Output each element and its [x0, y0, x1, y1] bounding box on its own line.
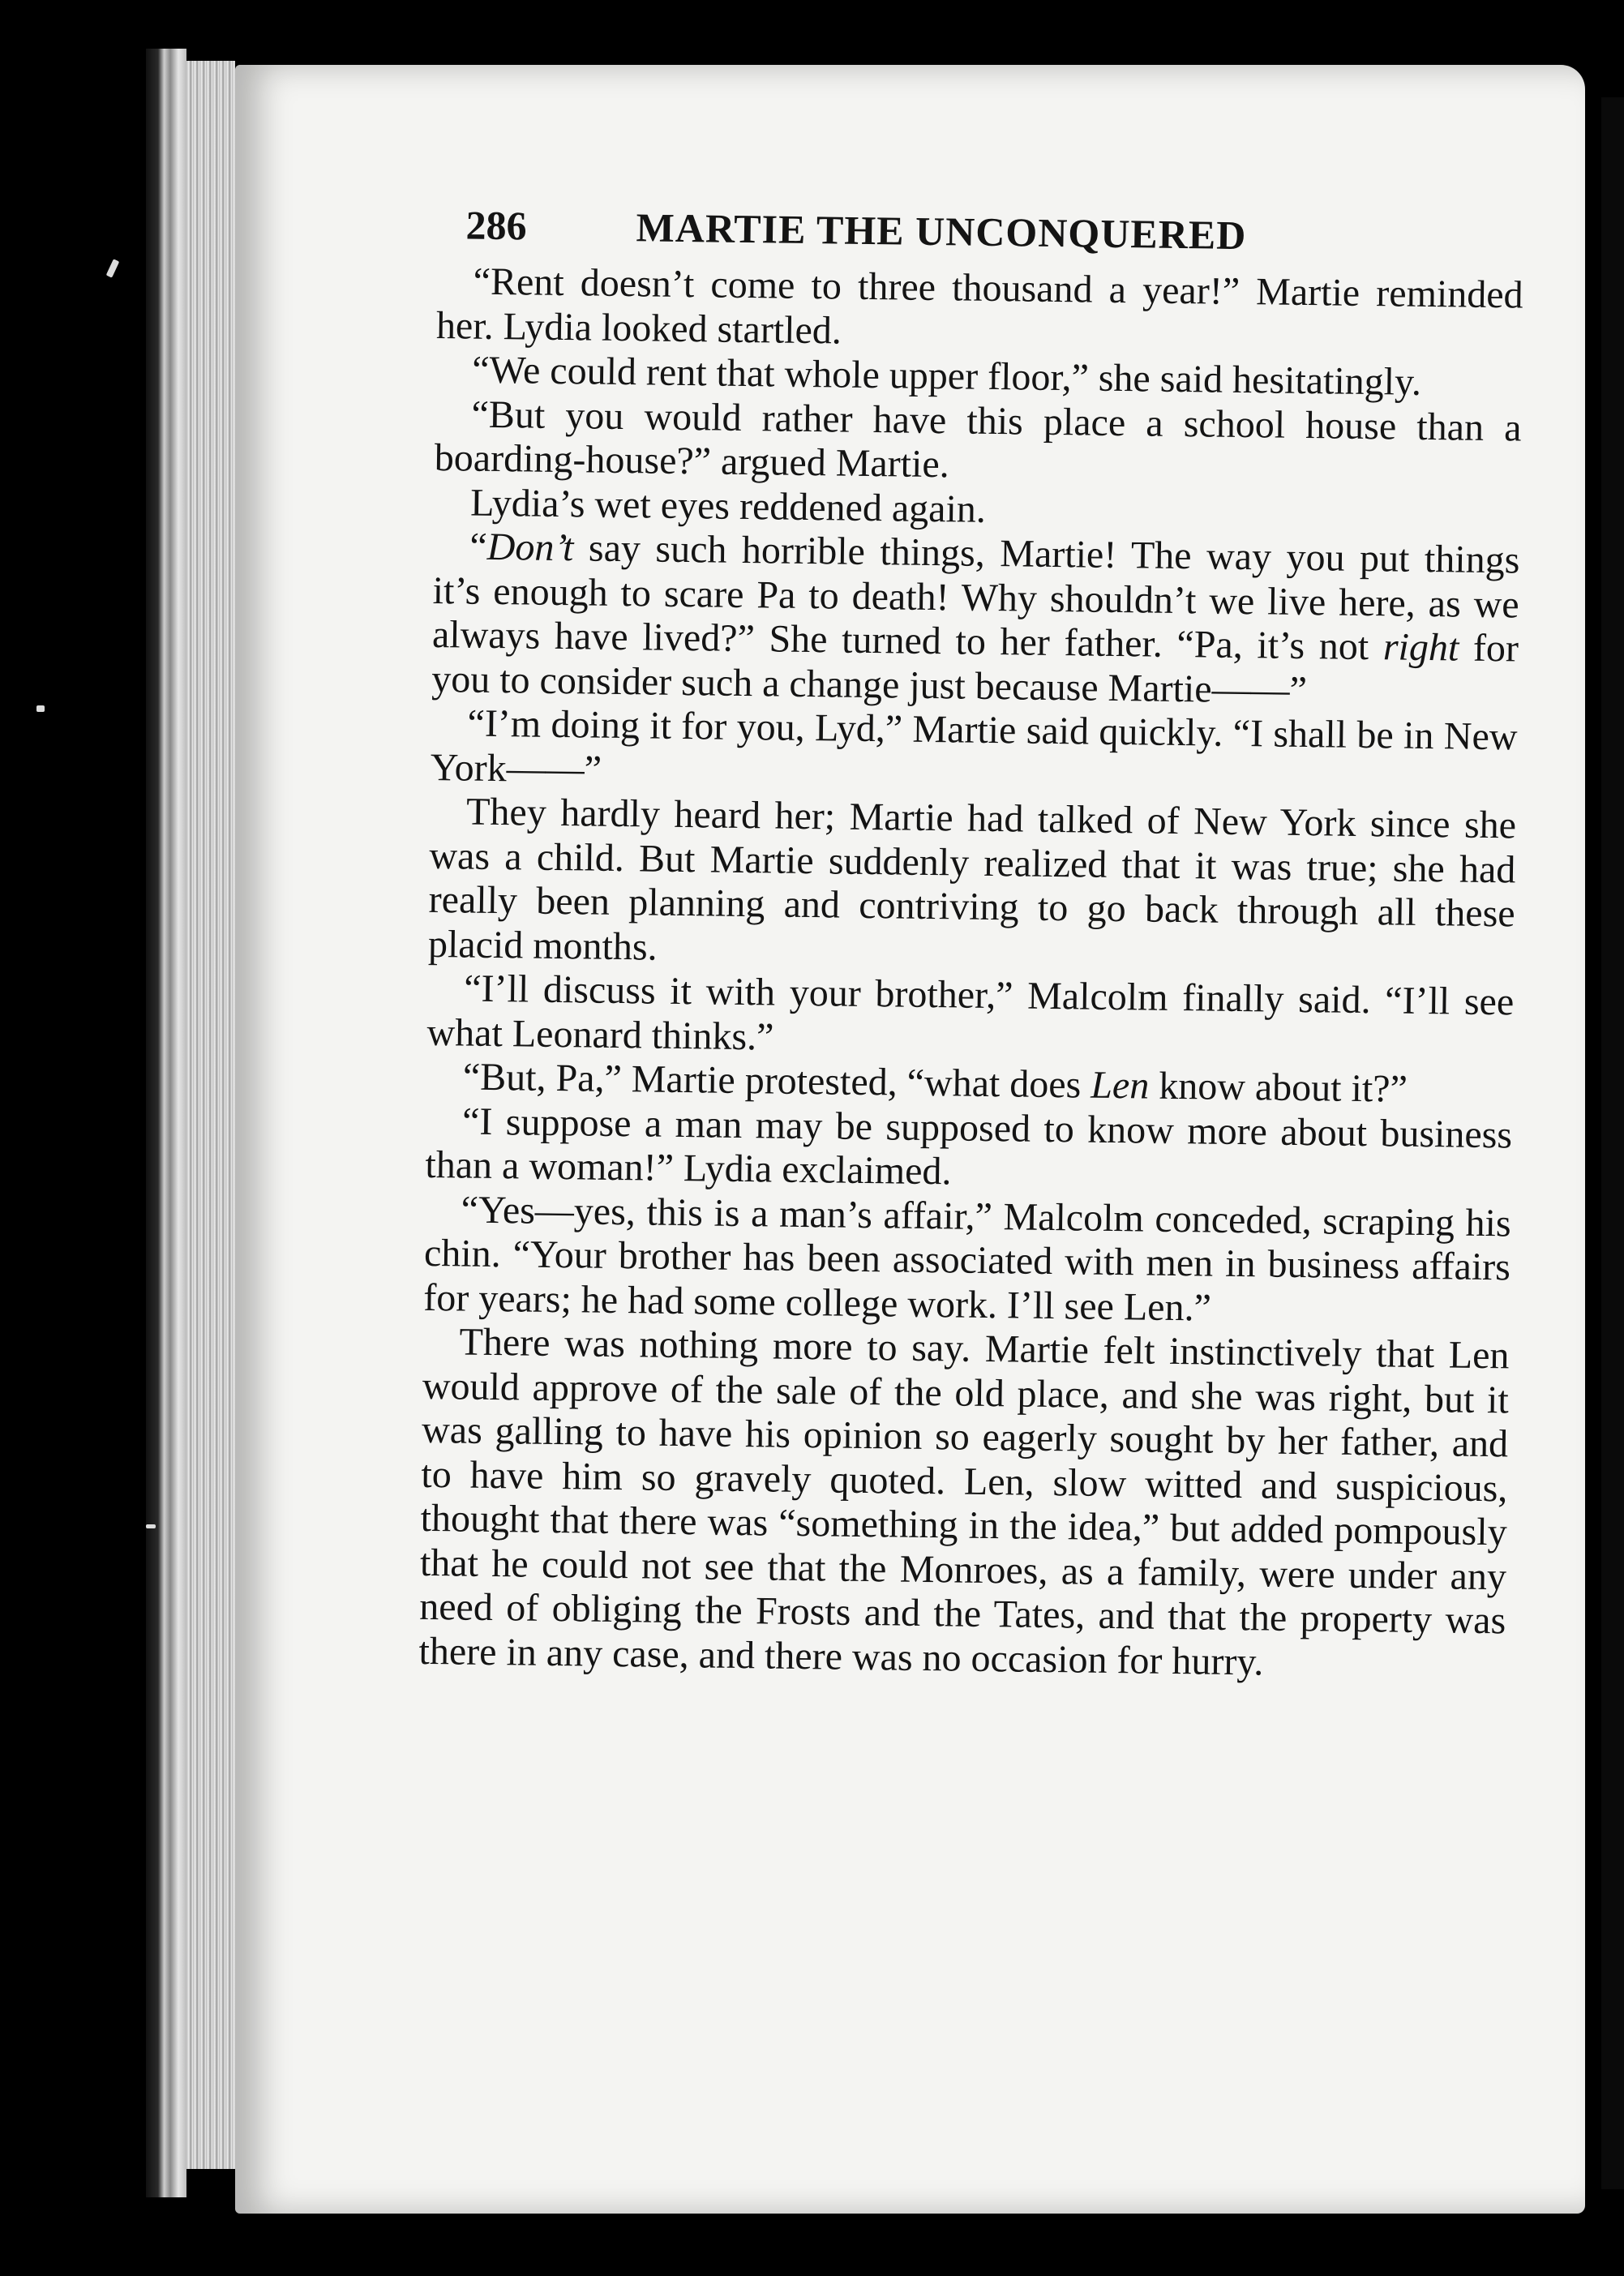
paragraph: “I’m doing it for you, Lyd,” Martie said quickly. “I shall be in New York——”: [430, 701, 1518, 791]
paragraph: Lydia’s wet eyes reddened again.: [469, 481, 987, 531]
page-text: [418, 203, 1524, 1687]
paragraph: “I suppose a man may be supposed to know more about business than a woman!” Lydia exclaimed.: [425, 1099, 1513, 1194]
italic-emphasis: Don’t: [486, 525, 574, 570]
page-number: 286: [465, 202, 528, 249]
paragraph: “I’ll discuss it with your brother,” Malcolm finally said. “I’ll see what Leonard thinks.”: [426, 967, 1515, 1059]
book-spine-edge: [146, 49, 186, 2197]
paragraph: There was nothing more to say. Martie felt instinctively that Len would approve of the sale of the old place, and she was right, but it was galling to have his opinion so eagerly sought by her father, and to have him so gravely quoted. Len, slow witted and suspicious, thought that there was “something in the idea,” but added pompously that he could not see that the Monroes, as a family, were under any need of obliging the Frosts and the Tates, and that the property was there in any case, and there was no occasion for hurry.: [418, 1320, 1510, 1683]
italic-emphasis: right: [1382, 625, 1459, 670]
paragraph: “Yes—yes, this is a man’s affair,” Malcolm conceded, scraping his chin. “Your brother has been associated with men in business affairs for years; he had some college work. I’ll see Len.”: [422, 1187, 1511, 1330]
margin-mark: [146, 1524, 156, 1528]
paragraph: “Rent doesn’t come to three thousand a year!” Martie reminded her. Lydia looked startled.: [435, 259, 1523, 353]
margin-mark: [36, 705, 45, 712]
margin-mark: [106, 259, 120, 277]
paragraph: “But, Pa,” Martie protested, “what does Len know about it?”: [462, 1055, 1408, 1111]
page-shadow-edge: [1601, 97, 1624, 2189]
paragraph: They hardly heard her; Martie had talked of New York since she was a child. But Martie suddenly realized that it was true; she had really been planning and contriving to go back through all these placid months.: [427, 790, 1517, 969]
running-head: MARTIE THE UNCONQUERED: [636, 204, 1247, 259]
paragraph: “But you would rather have this place a school house than a boarding-house?” argued Martie.: [434, 392, 1522, 486]
paragraph: “Don’t say such horrible things, Martie! The way you put things it’s enough to scare Pa to death! Why shouldn’t we live here, as we always have lived?” She turned to her father. “Pa, it’s not right for you to consider such a change just because Martie——”: [431, 525, 1520, 712]
page-edges: [186, 61, 235, 2169]
italic-emphasis: Len: [1090, 1063, 1150, 1108]
paragraph: “We could rent that whole upper floor,” she said hesitatingly.: [471, 348, 1422, 404]
